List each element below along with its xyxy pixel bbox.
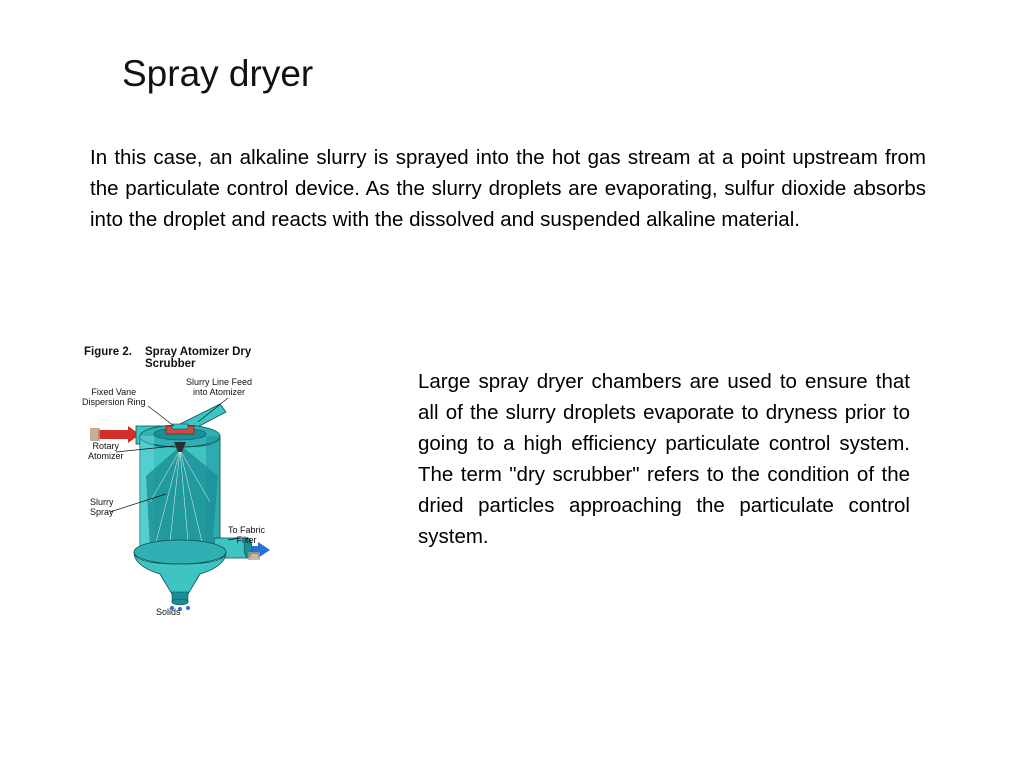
label-solids: Solids (156, 607, 181, 617)
slide-title: Spray dryer (122, 53, 314, 94)
vessel-hopper (134, 540, 226, 605)
paragraph-chambers: Large spray dryer chambers are used to ensure that all of the slurry droplets evaporate to dryness prior to going to a high efficiency particulate control system. The term "dry scrubber" refers to the condition of the dried particles approaching the particulate control system. (418, 370, 910, 548)
label-to-fabric-filter: To Fabric Filter (228, 525, 266, 545)
label-fixed-vane-dispersion-ring: Fixed Vane Dispersion Ring (82, 387, 146, 407)
label-slurry-line-feed: Slurry Line Feed into Atomizer (186, 377, 253, 397)
figure-number: Figure 2. (84, 346, 132, 358)
label-rotary-atomizer: Rotary Atomizer (88, 441, 124, 461)
figure-caption-line2: Scrubber (145, 358, 196, 370)
paragraph-intro: In this case, an alkaline slurry is sprayed into the hot gas stream at a point upstream from the particulate control device. As the slurry droplets are evaporating, sulfur dioxide absorbs into the droplet and reacts with the dissolved and suspended alkaline material. (90, 146, 926, 231)
spray-dryer-figure (80, 342, 280, 624)
figure-caption-line1: Spray Atomizer Dry (145, 346, 252, 358)
label-slurry-spray: Slurry Spray (90, 497, 114, 517)
